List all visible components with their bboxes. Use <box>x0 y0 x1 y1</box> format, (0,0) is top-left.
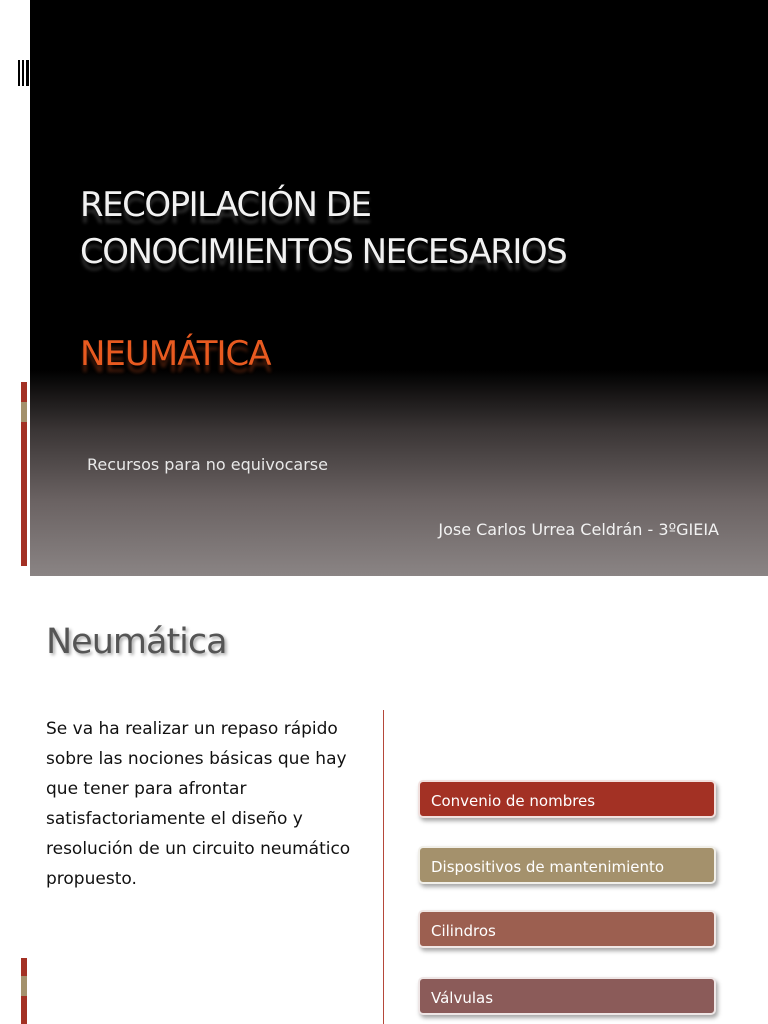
topic-button-cilindros[interactable] <box>418 910 716 948</box>
title-slide <box>30 0 768 576</box>
topic-button-dispositivos[interactable] <box>418 846 716 884</box>
slide-author: Jose Carlos Urrea Celdrán - 3ºGIEIA <box>438 520 719 539</box>
topic-button-label: Cilindros <box>431 922 496 940</box>
topic-button-convenio[interactable] <box>418 780 716 818</box>
topic-button-valvulas[interactable] <box>418 977 716 1015</box>
section-body-text: Se va ha realizar un repaso rápido sobre las nociones básicas que hay que tener para afrontar satisfactoriamente el diseño y resolución de un circuito neumático propuesto. <box>46 719 351 889</box>
topic-button-label: Válvulas <box>431 989 494 1007</box>
column-divider <box>383 710 384 1024</box>
slide-title <box>80 182 740 276</box>
slide-title-line-2: CONOCIMIENTOS NECESARIOS <box>80 232 567 272</box>
slide-subtitle: NEUMÁTICA <box>80 334 271 374</box>
side-accent-strip <box>21 958 27 1024</box>
slide-marker-icon <box>18 60 30 86</box>
side-accent-strip <box>21 382 27 566</box>
slide-tagline: Recursos para no equivocarse <box>87 455 328 474</box>
slide-marker-icon <box>18 636 30 662</box>
topic-button-label: Dispositivos de mantenimiento <box>431 858 665 876</box>
section-title: Neumática <box>46 622 227 662</box>
slide-title-line-1: RECOPILACIÓN DE <box>80 185 371 225</box>
topic-button-label: Convenio de nombres <box>431 792 596 810</box>
